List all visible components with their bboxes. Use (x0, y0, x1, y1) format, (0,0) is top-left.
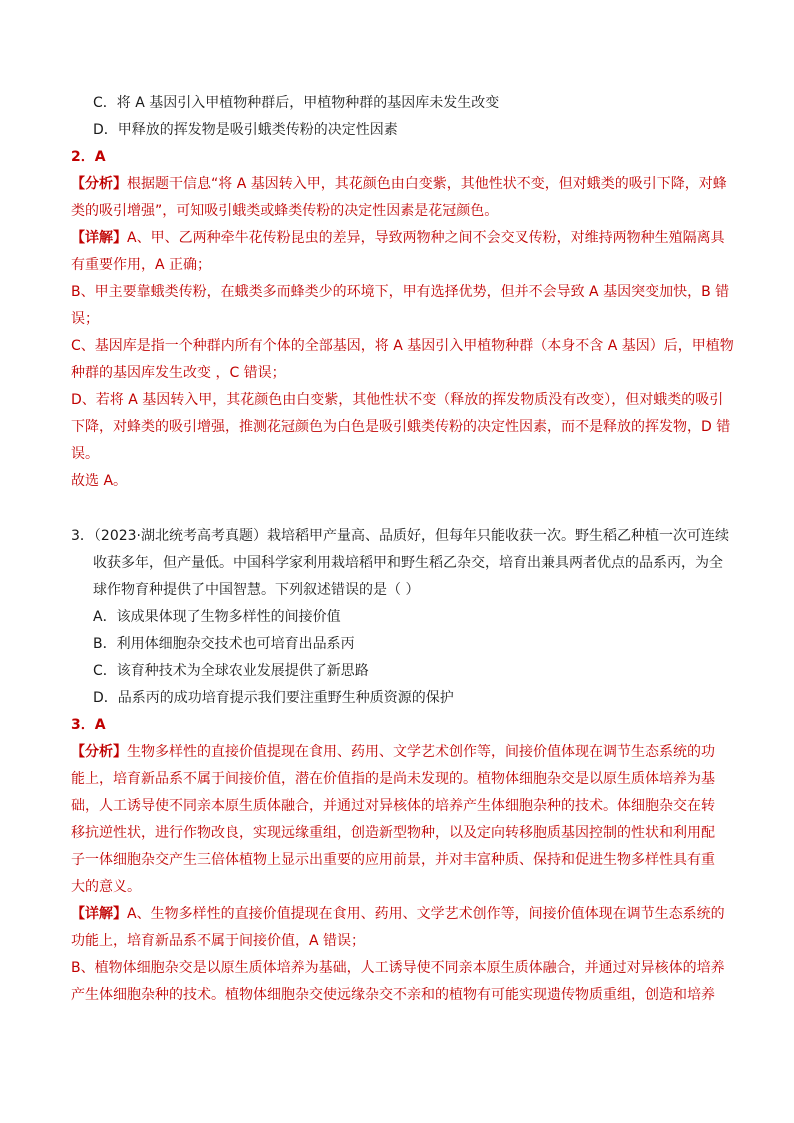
q3-option-d: D．品系丙的成功培育提示我们要注重野生种质资源的保护 (93, 690, 454, 706)
detail-tag: 【详解】 (71, 230, 127, 246)
answer-3-analysis-line-2: 能上，培育新品系不属于间接价值，潜在价值指的是尚未发现的。植物体细胞杂交是以原生质体培养为基 (71, 771, 715, 787)
answer-3-detail-line-4: 产生体细胞杂种的技术。植物体细胞杂交使远缘杂交不亲和的植物有可能实现遗传物质重组，创造和培养 (71, 987, 715, 1003)
q2-option-c: C．将 A 基因引入甲植物种群后，甲植物种群的基因库未发生改变 (93, 95, 500, 111)
answer-2-detail-line-1 (71, 228, 725, 248)
q3-option-b: B．利用体细胞杂交技术也可培育出品系丙 (93, 636, 355, 652)
answer-2-detail-line-5: C、基因库是指一个种群内所有个体的全部基因，将 A 基因引入甲植物种群（本身不含 A 基因）后，甲植物 (71, 338, 734, 354)
detail-text: A、甲、乙两种牵牛花传粉昆虫的差异，导致两物种之间不会交叉传粉，对维持两物种生殖隔离具 (127, 230, 725, 246)
analysis-text: 生物多样性的直接价值提现在食用、药用、文学艺术创作等，间接价值体现在调节生态系统的功 (127, 744, 715, 760)
question-3-stem-line-1: 3．（2023·湖北统考高考真题）栽培稻甲产量高、品质好，但每年只能收获一次。野生稻乙种植一次可连续 (71, 528, 729, 544)
answer-3-detail-line-1 (71, 904, 725, 924)
question-3-stem-line-3: 球作物育种提供了中国智慧。下列叙述错误的是（ ） (93, 582, 420, 598)
answer-3-detail-line-2: 功能上，培育新品系不属于间接价值，A 错误； (71, 933, 366, 949)
answer-2-detail-line-9: 误。 (71, 446, 99, 462)
answer-3-analysis-line-4: 移抗逆性状，进行作物改良，实现远缘重组，创造新型物种，以及定向转移胞质基因控制的性状和利用配 (71, 825, 715, 841)
answer-3-analysis-line-3: 础，人工诱导使不同亲本原生质体融合，并通过对异核体的培养产生体细胞杂种的技术。体细胞杂交在转 (71, 798, 715, 814)
answer-2-analysis-line-1 (71, 174, 727, 194)
q3-option-c: C．该育种技术为全球农业发展提供了新思路 (93, 663, 369, 679)
analysis-text: 根据题干信息“将 A 基因转入甲，其花颜色由白变紫，其他性状不变，但对蛾类的吸引下降，对蜂 (127, 176, 727, 192)
analysis-tag: 【分析】 (71, 176, 127, 192)
answer-3-analysis-line-1 (71, 742, 715, 762)
q3-option-a: A．该成果体现了生物多样性的间接价值 (93, 609, 341, 625)
answer-2-number: 2．A (71, 149, 106, 165)
question-3-stem-line-2: 收获多年，但产量低。中国科学家利用栽培稻甲和野生稻乙杂交，培育出兼具两者优点的品系丙，为全 (93, 555, 723, 571)
analysis-tag: 【分析】 (71, 744, 127, 760)
answer-2-analysis-line-2: 类的吸引增强”，可知吸引蛾类或蜂类传粉的决定性因素是花冠颜色。 (71, 203, 499, 219)
answer-2-detail-line-8: 下降，对蜂类的吸引增强，推测花冠颜色为白色是吸引蛾类传粉的决定性因素，而不是释放的挥发物，D 错 (71, 419, 731, 435)
q2-option-d: D．甲释放的挥发物是吸引蛾类传粉的决定性因素 (93, 122, 398, 138)
answer-2-detail-line-6: 种群的基因库发生改变 ，C 错误； (71, 365, 286, 381)
answer-2-detail-line-7: D、若将 A 基因转入甲，其花颜色由白变紫，其他性状不变（释放的挥发物质没有改变），但对蛾类的吸引 (71, 392, 724, 408)
answer-3-analysis-line-5: 子一体细胞杂交产生三倍体植物上显示出重要的应用前景，并对丰富种质、保持和促进生物多样性具有重 (71, 852, 715, 868)
detail-text: A、生物多样性的直接价值提现在食用、药用、文学艺术创作等，间接价值体现在调节生态系统的 (127, 906, 725, 922)
answer-2-detail-line-2: 有重要作用，A 正确； (71, 257, 212, 273)
answer-2-detail-line-4: 误； (71, 311, 99, 327)
answer-2-detail-line-3: B、甲主要靠蛾类传粉，在蛾类多而蜂类少的环境下，甲有选择优势，但并不会导致 A 基因突变加快，B 错 (71, 284, 730, 300)
detail-tag: 【详解】 (71, 906, 127, 922)
answer-3-analysis-line-6: 大的意义。 (71, 879, 141, 895)
answer-2-conclusion: 故选 A。 (71, 473, 128, 489)
answer-3-detail-line-3: B、植物体细胞杂交是以原生质体培养为基础，人工诱导使不同亲本原生质体融合，并通过对异核体的培养 (71, 960, 725, 976)
answer-3-number: 3．A (71, 717, 106, 733)
